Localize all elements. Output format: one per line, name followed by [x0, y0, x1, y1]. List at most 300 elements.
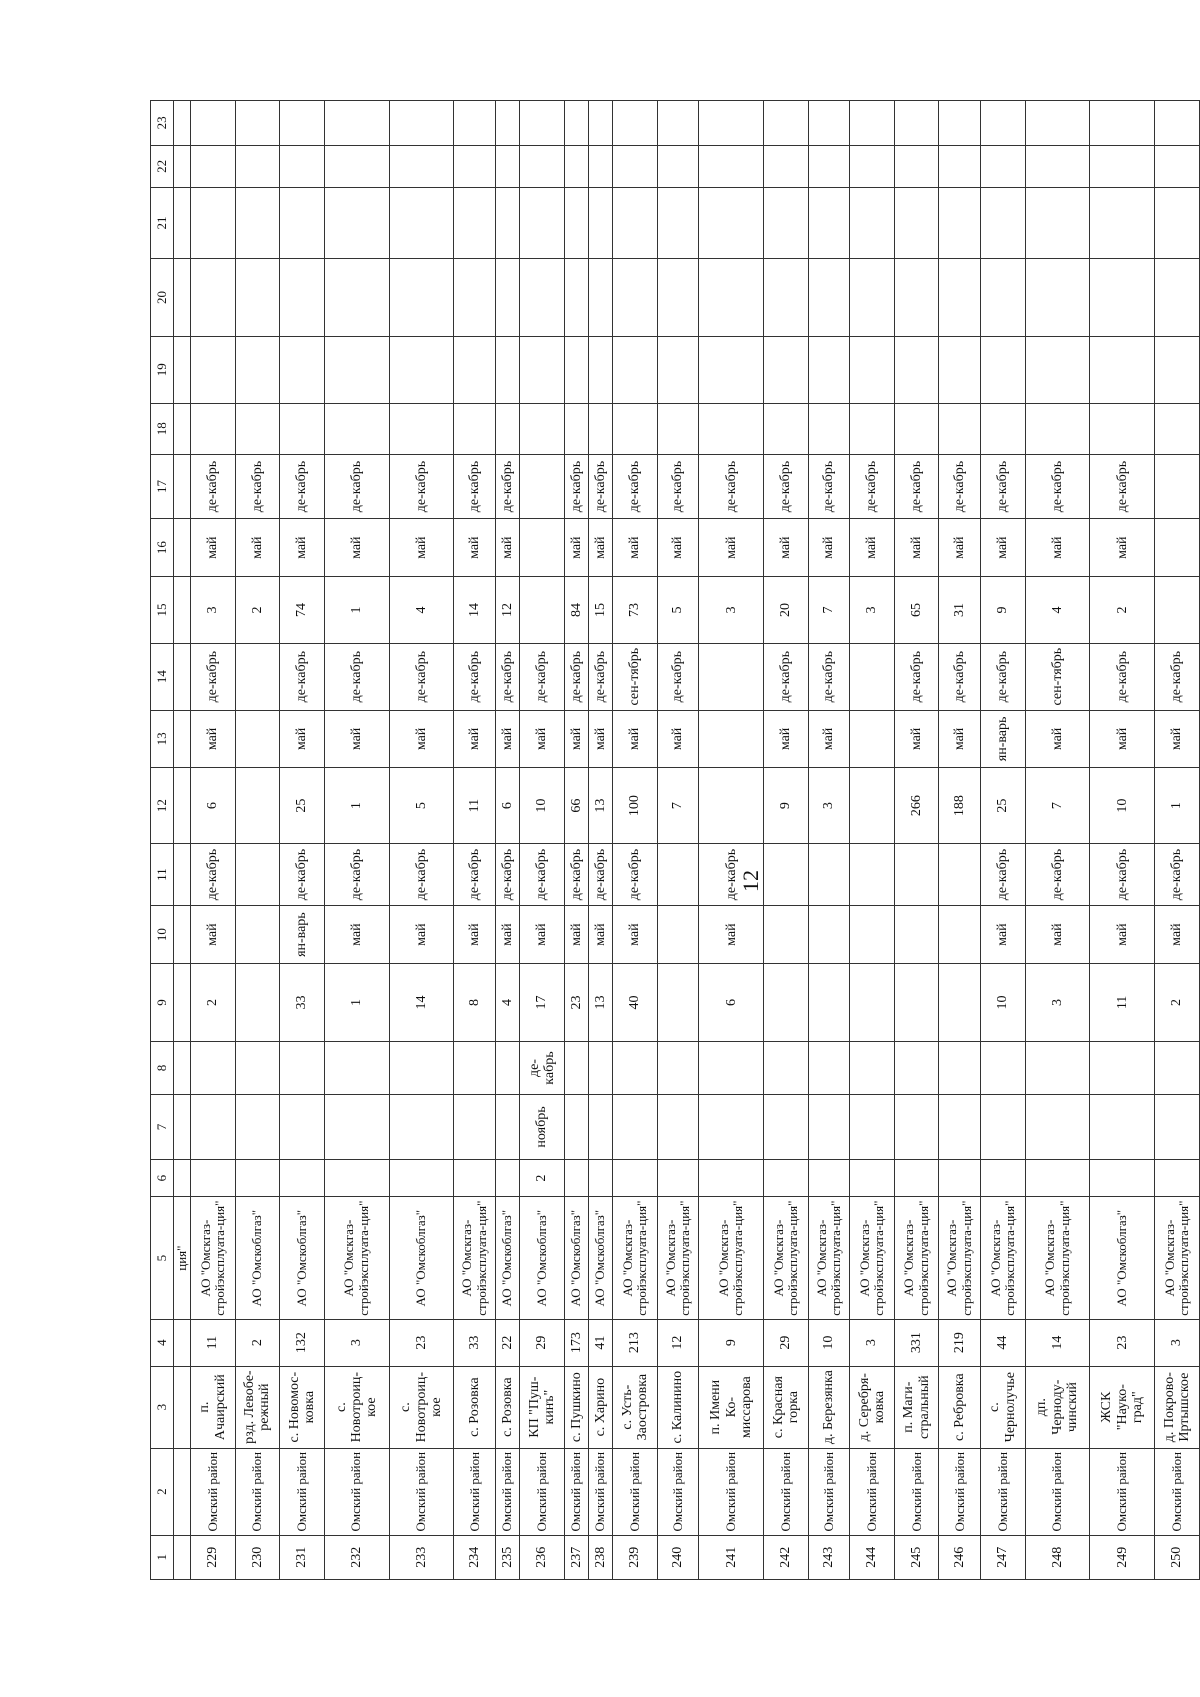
cell-col-18 — [173, 403, 190, 454]
table-row — [564, 101, 588, 1580]
cell-col-6 — [1090, 1159, 1155, 1197]
cell-col-21 — [588, 187, 612, 258]
cell-col-22 — [808, 145, 850, 187]
cell-col-13 — [235, 710, 280, 768]
cell-col-17 — [520, 454, 565, 518]
cell-col-17: де-кабрь — [588, 454, 612, 518]
cell-col-15: 3 — [191, 577, 236, 644]
cell-col-3: д. Покрово-Иртышское — [1155, 1366, 1200, 1448]
cell-col-3 — [173, 1366, 190, 1448]
cell-col-13: май — [564, 710, 588, 768]
cell-col-4: 331 — [894, 1319, 939, 1366]
cell-col-9: 1 — [324, 964, 389, 1042]
cell-col-8 — [764, 1041, 809, 1094]
cell-col-2: Омский район — [495, 1448, 519, 1535]
cell-col-15: 4 — [1025, 577, 1090, 644]
cell-col-3: с. Новотроиц-кое — [389, 1366, 454, 1448]
table-row — [939, 101, 981, 1580]
cell-col-11: де-кабрь — [613, 843, 658, 905]
cell-col-23 — [894, 101, 939, 146]
cell-col-16: май — [808, 519, 850, 577]
cell-col-6 — [191, 1159, 236, 1197]
cell-col-17: де-кабрь — [564, 454, 588, 518]
cell-col-14: де-кабрь — [454, 643, 496, 710]
cell-col-17: де-кабрь — [1025, 454, 1090, 518]
cell-col-14: сен-тябрь — [1025, 643, 1090, 710]
cell-col-18 — [808, 403, 850, 454]
cell-col-14: де-кабрь — [939, 643, 981, 710]
cell-col-11 — [764, 843, 809, 905]
cell-col-4: 3 — [1155, 1319, 1200, 1366]
cell-col-20 — [939, 259, 981, 337]
cell-col-18 — [939, 403, 981, 454]
cell-col-3: с. Пушкино — [564, 1366, 588, 1448]
cell-col-2: Омский район — [1025, 1448, 1090, 1535]
cell-col-10 — [894, 906, 939, 964]
cell-col-20 — [764, 259, 809, 337]
cell-col-3: дп. Черноду-чинский — [1025, 1366, 1090, 1448]
cell-col-14 — [850, 643, 895, 710]
cell-col-10: май — [613, 906, 658, 964]
table-row — [495, 101, 519, 1580]
cell-col-14: сен-тябрь — [613, 643, 658, 710]
cell-col-19 — [850, 336, 895, 403]
cell-col-15: 15 — [151, 577, 174, 644]
cell-col-2: Омский район — [389, 1448, 454, 1535]
cell-col-10 — [808, 906, 850, 964]
cell-col-4: 23 — [1090, 1319, 1155, 1366]
cell-col-14: де-кабрь — [588, 643, 612, 710]
cell-col-3: п. Имени Ко-миссарова — [699, 1366, 764, 1448]
cell-col-19 — [699, 336, 764, 403]
cell-col-12: 10 — [520, 768, 565, 844]
cell-col-6: 2 — [520, 1159, 565, 1197]
cell-col-12: 100 — [613, 768, 658, 844]
cell-col-8 — [1155, 1041, 1200, 1094]
cell-col-18 — [389, 403, 454, 454]
cell-col-13: май — [894, 710, 939, 768]
cell-col-14: де-кабрь — [280, 643, 325, 710]
cell-col-3: с. Усть-Заостровка — [613, 1366, 658, 1448]
cell-col-19 — [173, 336, 190, 403]
cell-col-3: с. Калинино — [657, 1366, 699, 1448]
cell-col-8 — [808, 1041, 850, 1094]
cell-col-2: 2 — [151, 1448, 174, 1535]
cell-col-14: де-кабрь — [657, 643, 699, 710]
cell-col-5: АО "Омскоблгаз" — [389, 1197, 454, 1319]
cell-col-7 — [280, 1095, 325, 1159]
cell-col-10 — [939, 906, 981, 964]
cell-col-12: 6 — [495, 768, 519, 844]
cell-col-1: 248 — [1025, 1535, 1090, 1579]
cell-col-5: АО "Омскгаз-стройэксплуата-ция" — [657, 1197, 699, 1319]
cell-col-17: де-кабрь — [454, 454, 496, 518]
cell-col-2: Омский район — [613, 1448, 658, 1535]
cell-col-11: 11 — [151, 843, 174, 905]
cell-col-2 — [173, 1448, 190, 1535]
cell-col-19 — [939, 336, 981, 403]
cell-col-16: май — [191, 519, 236, 577]
cell-col-3: с. Новомос-ковка — [280, 1366, 325, 1448]
cell-col-23 — [613, 101, 658, 146]
cell-col-10: 10 — [151, 906, 174, 964]
cell-col-15: 84 — [564, 577, 588, 644]
cell-col-18 — [454, 403, 496, 454]
cell-col-5: АО "Омскгаз-стройэксплуата-ция" — [1155, 1197, 1200, 1319]
table-row — [280, 101, 325, 1580]
cell-col-1: 234 — [454, 1535, 496, 1579]
cell-col-18: 18 — [151, 403, 174, 454]
cell-col-11: де-кабрь — [324, 843, 389, 905]
cell-col-16 — [1155, 519, 1200, 577]
cell-col-7: ноябрь — [520, 1095, 565, 1159]
cell-col-1 — [173, 1535, 190, 1579]
cell-col-13: май — [764, 710, 809, 768]
cell-col-17: де-кабрь — [808, 454, 850, 518]
cell-col-15: 7 — [808, 577, 850, 644]
cell-col-1: 250 — [1155, 1535, 1200, 1579]
cell-col-4: 173 — [564, 1319, 588, 1366]
cell-col-6 — [613, 1159, 658, 1197]
cell-col-20 — [981, 259, 1026, 337]
cell-col-10: май — [520, 906, 565, 964]
cell-col-6 — [1025, 1159, 1090, 1197]
cell-col-23 — [1025, 101, 1090, 146]
cell-col-15 — [520, 577, 565, 644]
cell-col-22 — [981, 145, 1026, 187]
cell-col-5: 5 — [151, 1197, 174, 1319]
cell-col-14: де-кабрь — [981, 643, 1026, 710]
cell-col-4: 33 — [454, 1319, 496, 1366]
table-row — [454, 101, 496, 1580]
cell-col-23 — [191, 101, 236, 146]
cell-col-6: 6 — [151, 1159, 174, 1197]
cell-col-19: 19 — [151, 336, 174, 403]
cell-col-18 — [324, 403, 389, 454]
cell-col-6 — [588, 1159, 612, 1197]
cell-col-7 — [939, 1095, 981, 1159]
cell-col-16: май — [894, 519, 939, 577]
cell-col-4: 41 — [588, 1319, 612, 1366]
cell-col-2: Омский район — [1155, 1448, 1200, 1535]
cell-col-21 — [657, 187, 699, 258]
cell-col-2: Омский район — [191, 1448, 236, 1535]
cell-col-12: 25 — [981, 768, 1026, 844]
cell-col-17 — [173, 454, 190, 518]
cell-col-9 — [764, 964, 809, 1042]
cell-col-13: май — [588, 710, 612, 768]
cell-col-11: де-кабрь — [520, 843, 565, 905]
cell-col-13 — [699, 710, 764, 768]
table-row — [894, 101, 939, 1580]
header-row — [151, 101, 174, 1580]
cell-col-7 — [657, 1095, 699, 1159]
cell-col-6 — [939, 1159, 981, 1197]
cell-col-11: де-кабрь — [280, 843, 325, 905]
cell-col-11: де-кабрь — [588, 843, 612, 905]
cell-col-1: 236 — [520, 1535, 565, 1579]
cell-col-12: 3 — [808, 768, 850, 844]
cell-col-18 — [699, 403, 764, 454]
cell-col-18 — [894, 403, 939, 454]
cell-col-11: де-кабрь — [981, 843, 1026, 905]
cell-col-14: де-кабрь — [1090, 643, 1155, 710]
cell-col-4: 4 — [151, 1319, 174, 1366]
cell-col-5: АО "Омскгаз-стройэксплуата-ция" — [454, 1197, 496, 1319]
cell-col-5: АО "Омскгаз-стройэксплуата-ция" — [808, 1197, 850, 1319]
cell-col-3: ЖСК "Науко-град" — [1090, 1366, 1155, 1448]
cell-col-7 — [613, 1095, 658, 1159]
cell-col-15: 3 — [699, 577, 764, 644]
cell-col-11: де-кабрь — [495, 843, 519, 905]
cell-col-16: май — [324, 519, 389, 577]
cell-col-9: 6 — [699, 964, 764, 1042]
cell-col-2: Омский район — [657, 1448, 699, 1535]
cell-col-21 — [1155, 187, 1200, 258]
cell-col-9 — [939, 964, 981, 1042]
cell-col-23 — [981, 101, 1026, 146]
table-row — [1155, 101, 1200, 1580]
cell-col-10: май — [389, 906, 454, 964]
cell-col-17: де-кабрь — [324, 454, 389, 518]
cell-col-23 — [520, 101, 565, 146]
cell-col-23 — [699, 101, 764, 146]
cell-col-17: де-кабрь — [191, 454, 236, 518]
cell-col-14 — [699, 643, 764, 710]
cell-col-6 — [894, 1159, 939, 1197]
cell-col-5: АО "Омскоблгаз" — [235, 1197, 280, 1319]
cell-col-11: де-кабрь — [1025, 843, 1090, 905]
cell-col-5: АО "Омскоблгаз" — [520, 1197, 565, 1319]
cell-col-16: май — [613, 519, 658, 577]
cell-col-16: май — [850, 519, 895, 577]
cell-col-12: 11 — [454, 768, 496, 844]
cell-col-20 — [894, 259, 939, 337]
cell-col-4: 22 — [495, 1319, 519, 1366]
cell-col-13: май — [1025, 710, 1090, 768]
cell-col-9: 8 — [454, 964, 496, 1042]
cell-col-13: май — [1155, 710, 1200, 768]
cell-col-1: 244 — [850, 1535, 895, 1579]
cell-col-11 — [894, 843, 939, 905]
cell-col-3: рзд. Левобе-режный — [235, 1366, 280, 1448]
cell-col-16 — [173, 519, 190, 577]
cell-col-4: 23 — [389, 1319, 454, 1366]
cell-col-8 — [850, 1041, 895, 1094]
cell-col-23 — [657, 101, 699, 146]
cell-col-1: 235 — [495, 1535, 519, 1579]
cell-col-21 — [939, 187, 981, 258]
cell-col-15: 2 — [1090, 577, 1155, 644]
cell-col-10: ян-варь — [280, 906, 325, 964]
cell-col-8 — [191, 1041, 236, 1094]
cell-col-10: май — [1155, 906, 1200, 964]
cell-col-23 — [1090, 101, 1155, 146]
cell-col-22 — [588, 145, 612, 187]
cell-col-9: 17 — [520, 964, 565, 1042]
cell-col-1: 233 — [389, 1535, 454, 1579]
cell-col-15: 3 — [850, 577, 895, 644]
cell-col-17: де-кабрь — [389, 454, 454, 518]
cell-col-2: Омский район — [235, 1448, 280, 1535]
cell-col-15: 5 — [657, 577, 699, 644]
cell-col-16: май — [280, 519, 325, 577]
cell-col-16: май — [454, 519, 496, 577]
cell-col-9: 9 — [151, 964, 174, 1042]
cell-col-5: АО "Омскоблгаз" — [564, 1197, 588, 1319]
cell-col-19 — [191, 336, 236, 403]
cell-col-21 — [894, 187, 939, 258]
cell-col-17: де-кабрь — [699, 454, 764, 518]
cell-col-19 — [235, 336, 280, 403]
register-body — [151, 101, 1200, 1580]
cell-col-1: 249 — [1090, 1535, 1155, 1579]
cell-col-22 — [389, 145, 454, 187]
cell-col-20 — [564, 259, 588, 337]
cell-col-10: май — [564, 906, 588, 964]
cell-col-22: 22 — [151, 145, 174, 187]
cell-col-15: 31 — [939, 577, 981, 644]
cell-col-21 — [981, 187, 1026, 258]
cell-col-22 — [520, 145, 565, 187]
cell-col-18 — [520, 403, 565, 454]
cell-col-5: АО "Омскгаз-стройэксплуата-ция" — [613, 1197, 658, 1319]
cell-col-22 — [764, 145, 809, 187]
cell-col-2: Омский район — [454, 1448, 496, 1535]
cell-col-15: 20 — [764, 577, 809, 644]
cell-col-15: 65 — [894, 577, 939, 644]
cell-col-8 — [981, 1041, 1026, 1094]
table-row — [191, 101, 236, 1580]
cell-col-7 — [1155, 1095, 1200, 1159]
cell-col-2: Омский район — [764, 1448, 809, 1535]
cell-col-6 — [564, 1159, 588, 1197]
cell-col-1: 232 — [324, 1535, 389, 1579]
cell-col-12: 9 — [764, 768, 809, 844]
cell-col-7 — [588, 1095, 612, 1159]
cell-col-4: 29 — [520, 1319, 565, 1366]
cell-col-14: де-кабрь — [764, 643, 809, 710]
cell-col-12: 66 — [564, 768, 588, 844]
cell-col-4: 132 — [280, 1319, 325, 1366]
cell-col-23 — [808, 101, 850, 146]
cell-col-6 — [764, 1159, 809, 1197]
cell-col-12 — [699, 768, 764, 844]
cell-col-21 — [495, 187, 519, 258]
cell-col-22 — [657, 145, 699, 187]
cell-col-15: 74 — [280, 577, 325, 644]
cell-col-8 — [173, 1041, 190, 1094]
cell-col-16: 16 — [151, 519, 174, 577]
cell-col-4: 3 — [324, 1319, 389, 1366]
cell-col-21 — [173, 187, 190, 258]
cell-col-13: май — [454, 710, 496, 768]
cell-col-17: де-кабрь — [1090, 454, 1155, 518]
cell-col-11 — [850, 843, 895, 905]
cell-col-10 — [657, 906, 699, 964]
cell-col-3: с. Чернолучье — [981, 1366, 1026, 1448]
cell-col-23 — [324, 101, 389, 146]
cell-col-11: де-кабрь — [1090, 843, 1155, 905]
cell-col-6 — [808, 1159, 850, 1197]
cell-col-18 — [588, 403, 612, 454]
cell-col-9: 4 — [495, 964, 519, 1042]
cell-col-7 — [235, 1095, 280, 1159]
cell-col-7 — [808, 1095, 850, 1159]
cell-col-2: Омский район — [1090, 1448, 1155, 1535]
cell-col-9: 33 — [280, 964, 325, 1042]
cell-col-17: де-кабрь — [613, 454, 658, 518]
cell-col-16: май — [588, 519, 612, 577]
cell-col-4: 10 — [808, 1319, 850, 1366]
cell-col-17: де-кабрь — [495, 454, 519, 518]
cell-col-9: 2 — [1155, 964, 1200, 1042]
table-row — [1025, 101, 1090, 1580]
cell-col-1: 239 — [613, 1535, 658, 1579]
cell-col-5: АО "Омскгаз-стройэксплуата-ция" — [894, 1197, 939, 1319]
cell-col-7 — [894, 1095, 939, 1159]
cell-col-15: 2 — [235, 577, 280, 644]
cell-col-5: АО "Омскгаз-стройэксплуата-ция" — [850, 1197, 895, 1319]
cell-col-16: май — [1090, 519, 1155, 577]
cell-col-21: 21 — [151, 187, 174, 258]
cell-col-20: 20 — [151, 259, 174, 337]
continuation-row — [173, 101, 190, 1580]
cell-col-10: май — [588, 906, 612, 964]
cell-col-23 — [564, 101, 588, 146]
cell-col-18 — [1155, 403, 1200, 454]
cell-col-11 — [173, 843, 190, 905]
table-row — [520, 101, 565, 1580]
cell-col-20 — [588, 259, 612, 337]
cell-col-15: 14 — [454, 577, 496, 644]
cell-col-19 — [613, 336, 658, 403]
cell-col-20 — [613, 259, 658, 337]
cell-col-20 — [173, 259, 190, 337]
cell-col-6 — [495, 1159, 519, 1197]
cell-col-10 — [173, 906, 190, 964]
cell-col-21 — [389, 187, 454, 258]
cell-col-1: 237 — [564, 1535, 588, 1579]
cell-col-19 — [520, 336, 565, 403]
cell-col-10 — [235, 906, 280, 964]
cell-col-20 — [657, 259, 699, 337]
cell-col-10: май — [1090, 906, 1155, 964]
cell-col-6 — [699, 1159, 764, 1197]
cell-col-6 — [235, 1159, 280, 1197]
cell-col-1: 230 — [235, 1535, 280, 1579]
cell-col-7 — [1090, 1095, 1155, 1159]
cell-col-13: май — [1090, 710, 1155, 768]
cell-col-2: Омский район — [324, 1448, 389, 1535]
cell-col-3: д. Серебря-ковка — [850, 1366, 895, 1448]
table-row — [657, 101, 699, 1580]
cell-col-15: 1 — [324, 577, 389, 644]
cell-col-17: де-кабрь — [764, 454, 809, 518]
cell-col-9 — [808, 964, 850, 1042]
cell-col-11 — [808, 843, 850, 905]
cell-col-2: Омский район — [939, 1448, 981, 1535]
cell-col-18 — [764, 403, 809, 454]
cell-col-12: 13 — [588, 768, 612, 844]
cell-col-11: де-кабрь — [1155, 843, 1200, 905]
cell-col-14: 14 — [151, 643, 174, 710]
table-row — [389, 101, 454, 1580]
cell-col-5: АО "Омскгаз-стройэксплуата-ция" — [699, 1197, 764, 1319]
cell-col-19 — [564, 336, 588, 403]
cell-col-19 — [808, 336, 850, 403]
cell-col-2: Омский район — [894, 1448, 939, 1535]
